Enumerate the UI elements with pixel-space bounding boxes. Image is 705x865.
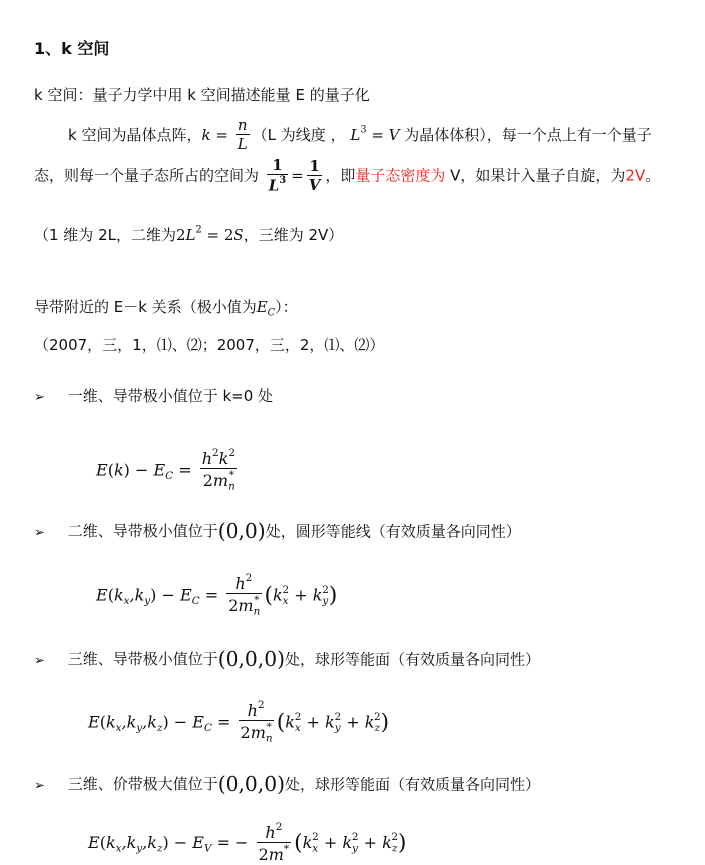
- fraction-n-over-L: $\frac{n}{L}$: [237, 116, 248, 154]
- para1-text-b: （L 为线度 ，: [252, 126, 346, 144]
- fraction-1-over-V: $\frac{1}{V}$: [308, 156, 321, 194]
- arrow-bullet-icon: ➢: [34, 525, 45, 541]
- equation-3d-conduction: $E(k_x,k_y,k_z) - E_C$ = $\frac{h^2}{2m_n^*}$ $(k_x^2 + k_y^2 + k_z^2)$: [88, 699, 390, 745]
- fraction-h-over-2m: $\frac{h^2}{2m_n^*}$: [228, 572, 261, 618]
- note-text-b: ，三维为 2V）: [243, 226, 344, 244]
- item-text-b: 处，圆形等能线（有效质量各向同性）: [265, 522, 521, 541]
- equation-1d: $E(k) - E_C$ = $\frac{h^2k^2}{2m_n^*}$: [96, 447, 235, 493]
- item-text-b: 处，球形等能面（有效质量各向同性）: [285, 775, 541, 794]
- para1-text-c: 为晶体体积），每一个点上有一个量子: [404, 126, 652, 144]
- fraction-h-over-2m: $\frac{h^2}{2m_n^*}$: [240, 699, 273, 745]
- point-3d: (0,0,0): [217, 647, 286, 671]
- list-item: [34, 385, 273, 406]
- fraction-hk-over-2m: $\frac{h^2k^2}{2m_n^*}$: [201, 447, 235, 493]
- list-item: [34, 772, 540, 796]
- item-text-b: 处，球形等能面（有效质量各向同性）: [285, 650, 541, 669]
- para1-text-i: 。: [645, 166, 661, 185]
- intro-text: k 空间：量子力学中用 k 空间描述能量 E 的量子化: [34, 86, 370, 104]
- arrow-bullet-icon: ➢: [34, 390, 45, 405]
- note-text-a: （1 维为 2L，二维为: [34, 226, 176, 244]
- para1-line1: k 空间为晶体点阵，k = $\frac{n}{L}$ （L 为线度 ， $L^3 = V$ 为晶体体积），每一个点上有一个量子: [68, 116, 652, 154]
- conduction-title-text: 导带附近的 E－k 关系（极小值为: [34, 298, 257, 316]
- density-highlight: 量子态密度为: [355, 166, 446, 185]
- fraction-h-over-2m: $\frac{h^2}{2m^*}$: [258, 821, 290, 864]
- fraction-1-over-L3: $\frac{1}{L^3}$: [268, 156, 287, 195]
- conduction-title: [34, 296, 298, 318]
- item-text-a: 三维、导带极小值位于: [67, 650, 218, 669]
- item-text-a: 三维、价带极大值位于: [67, 775, 218, 794]
- list-item: [34, 647, 540, 671]
- ec-symbol: $E_C$: [256, 298, 276, 319]
- equation-2d: $E(k_x,k_y) - E_C$ = $\frac{h^2}{2m_n^*}$ $(k_x^2 + k_y^2)$: [96, 572, 338, 618]
- exam-reference: （2007，三，1，⑴、⑵；2007，三，2，⑴、⑵）: [34, 336, 385, 354]
- item-text-a: 二维、导带极小值位于: [67, 522, 218, 541]
- point-2d: (0,0): [217, 519, 266, 543]
- para1-text-d: 态，则每一个量子态所占的空间为: [34, 166, 260, 185]
- arrow-bullet-icon: ➢: [34, 778, 45, 794]
- area-formula: $2L^2 = 2S$: [175, 224, 244, 244]
- k-formula: k: [201, 126, 211, 144]
- para1-line2: 态，则每一个量子态所占的空间为 $\frac{1}{L^3}$ = $\frac{1}{V}$ ，即量子态密度为 V，如果计入量子自旋，为2V。: [34, 156, 661, 195]
- volume-formula: $L^3 = V$: [350, 124, 400, 144]
- equation-3d-valence: $E(k_x,k_y,k_z) - E_V$ = − $\frac{h^2}{2m^*}$ $(k_x^2 + k_y^2 + k_z^2)$: [88, 821, 407, 864]
- dimension-note: [34, 224, 343, 245]
- point-3d: (0,0,0): [217, 772, 286, 796]
- item-text: 一维、导带极小值位于 k=0 处: [67, 387, 274, 405]
- arrow-bullet-icon: ➢: [34, 653, 45, 669]
- conduction-title-end: ）：: [275, 298, 298, 316]
- list-item: [34, 519, 521, 543]
- para1-text-g: V，如果计入量子自旋，为: [445, 166, 626, 185]
- para1-text-a: k 空间为晶体点阵，: [68, 126, 202, 144]
- spin-value: 2V: [625, 166, 646, 185]
- section-heading: 1、k 空间: [34, 39, 110, 58]
- para1-text-e: ，即: [325, 166, 356, 185]
